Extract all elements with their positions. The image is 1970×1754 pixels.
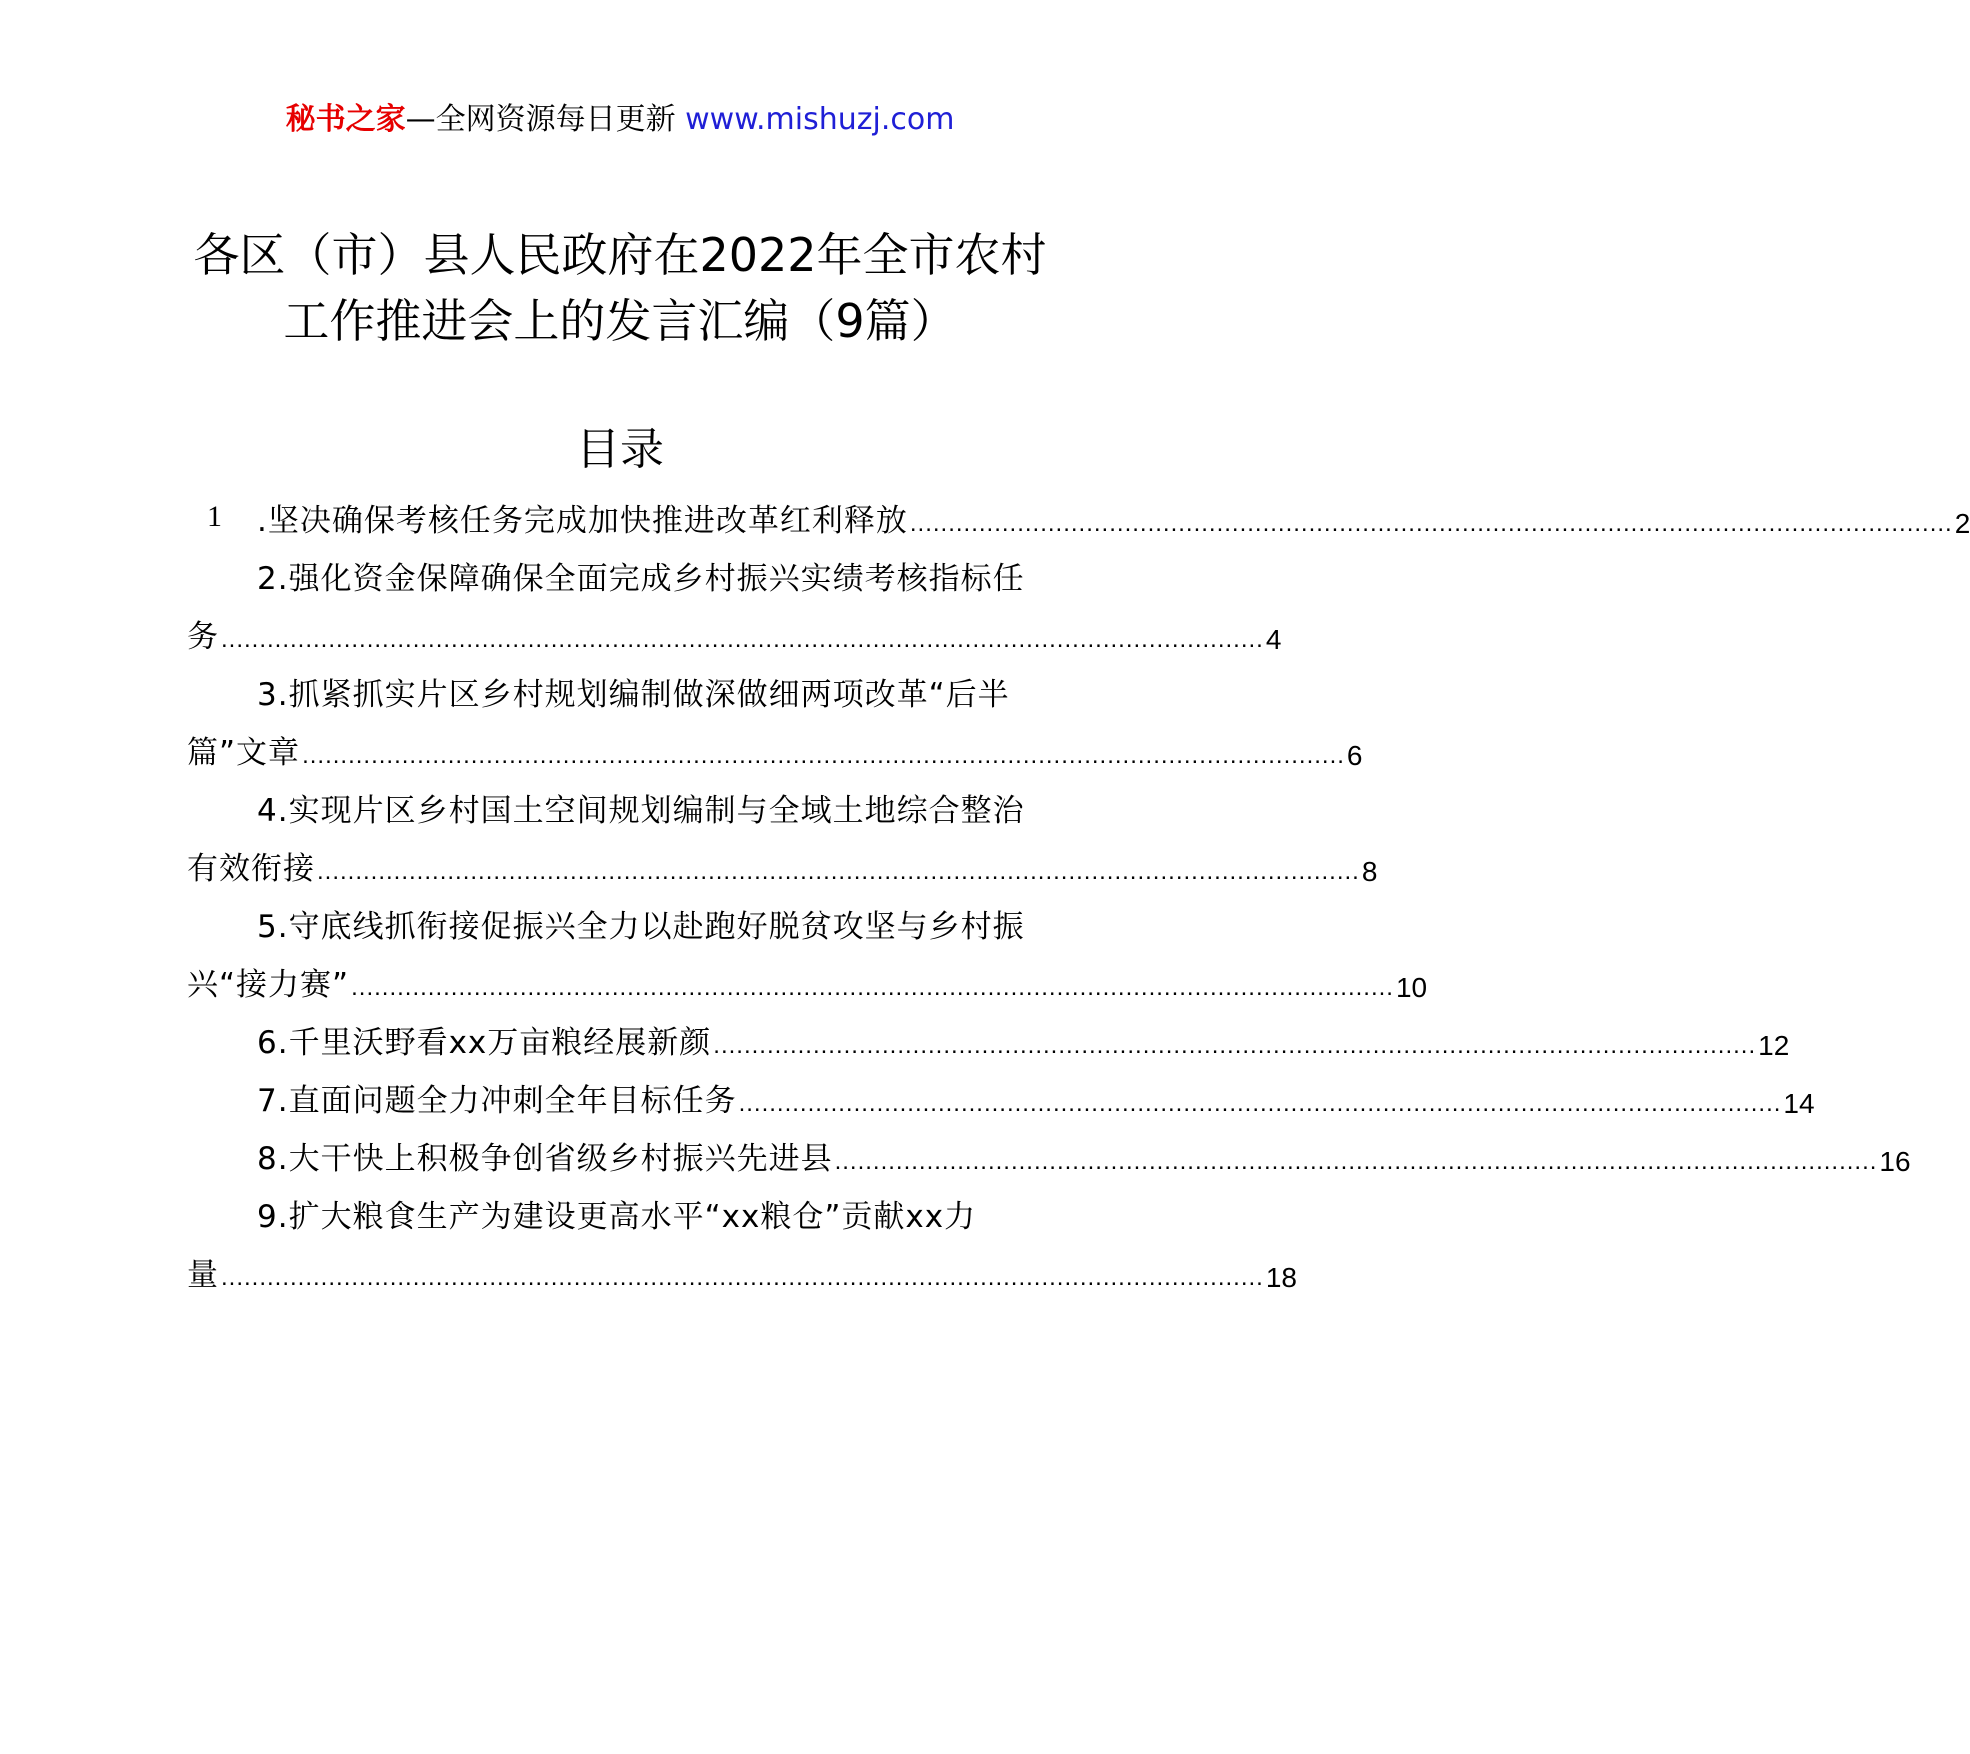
toc-page-number: 8 [1361,856,1378,887]
site-url-link[interactable]: www.mishuzj.com [685,102,955,137]
toc-entry-title: 8.大干快上积极争创省级乡村振兴先进县 [257,1141,833,1177]
toc-entry-title: .坚决确保考核任务完成加快推进改革红利释放 [257,503,908,539]
toc-page-number: 4 [1265,624,1282,655]
toc-leader-dots: ........................................................................................................................................ [713,1032,1757,1059]
toc-entry-5-continuation[interactable] [187,960,1428,1004]
toc-entry-title-cont: 量 [187,1257,219,1293]
toc-page-number: 10 [1395,972,1428,1003]
toc-entry-4[interactable] [187,786,1057,830]
toc-entry-3-continuation[interactable] [187,728,1363,772]
toc-entry-2-continuation[interactable] [187,612,1282,656]
toc-page-number: 16 [1879,1146,1911,1177]
toc-entry-title-cont: 务 [187,619,219,655]
toc-stray-number: 1 [207,500,222,533]
toc-leader-dots: ........................................................................................................................................ [351,974,1394,1001]
toc-entry-5[interactable] [187,902,1057,946]
toc-entry-title-cont: 兴“接力赛” [187,967,350,1003]
toc-entry-title-cont: 篇”文章 [187,735,301,771]
toc-entry-title: 5.守底线抓衔接促振兴全力以赴跑好脱贫攻坚与乡村振 [257,909,1025,945]
toc-entry-title: 6.千里沃野看xx万亩粮经展新颜 [257,1025,712,1061]
toc-page-number: 2 [1954,508,1970,539]
title-line-2: 工作推进会上的发言汇编（9篇） [283,294,957,348]
toc-leader-dots: ........................................................................................................................................ [317,858,1360,885]
toc-leader-dots: ........................................................................................................................................ [909,510,1953,537]
toc-entry-8[interactable] [187,1134,1911,1178]
toc-entry-2[interactable] [187,554,1057,598]
toc-entry-7[interactable] [187,1076,1815,1120]
toc-page-number: 18 [1265,1262,1297,1293]
toc-entry-9[interactable] [187,1192,1057,1236]
toc-entry-title: 4.实现片区乡村国土空间规划编制与全域土地综合整治 [257,793,1025,829]
toc-heading: 目录 [576,424,664,475]
brand-name: 秘书之家 [285,102,406,137]
header-tagline: —全网资源每日更新 [405,102,676,137]
toc-page-number: 6 [1346,740,1363,771]
site-header [0,100,1240,140]
toc-leader-dots: ........................................................................................................................................ [221,1264,1264,1291]
toc-leader-dots: ........................................................................................................................................ [738,1090,1782,1117]
toc-page-number: 14 [1783,1088,1815,1119]
toc-entry-title: 2.强化资金保障确保全面完成乡村振兴实绩考核指标任 [257,561,1025,597]
toc-entry-4-continuation[interactable] [187,844,1378,888]
toc-entry-6[interactable] [187,1018,1790,1062]
toc-leader-dots: ........................................................................................................................................ [302,742,1345,769]
toc-entry-title: 9.扩大粮食生产为建设更高水平“xx粮仓”贡献xx力 [257,1199,977,1235]
toc-entry-title: 3.抓紧抓实片区乡村规划编制做深做细两项改革“后半 [257,677,1010,713]
title-line-1: 各区（市）县人民政府在2022年全市农村 [193,228,1047,282]
toc-page-number: 12 [1758,1030,1790,1061]
toc-leader-dots: ........................................................................................................................................ [221,626,1264,653]
toc-entry-title-cont: 有效衔接 [187,851,315,887]
toc-entry-title: 7.直面问题全力冲刺全年目标任务 [257,1083,737,1119]
toc-entry-3[interactable] [187,670,1057,714]
toc-leader-dots: ........................................................................................................................................ [834,1148,1878,1175]
toc-entry-1[interactable] [187,496,1970,540]
toc-entry-9-continuation[interactable] [187,1250,1297,1294]
document-title [150,222,1090,354]
